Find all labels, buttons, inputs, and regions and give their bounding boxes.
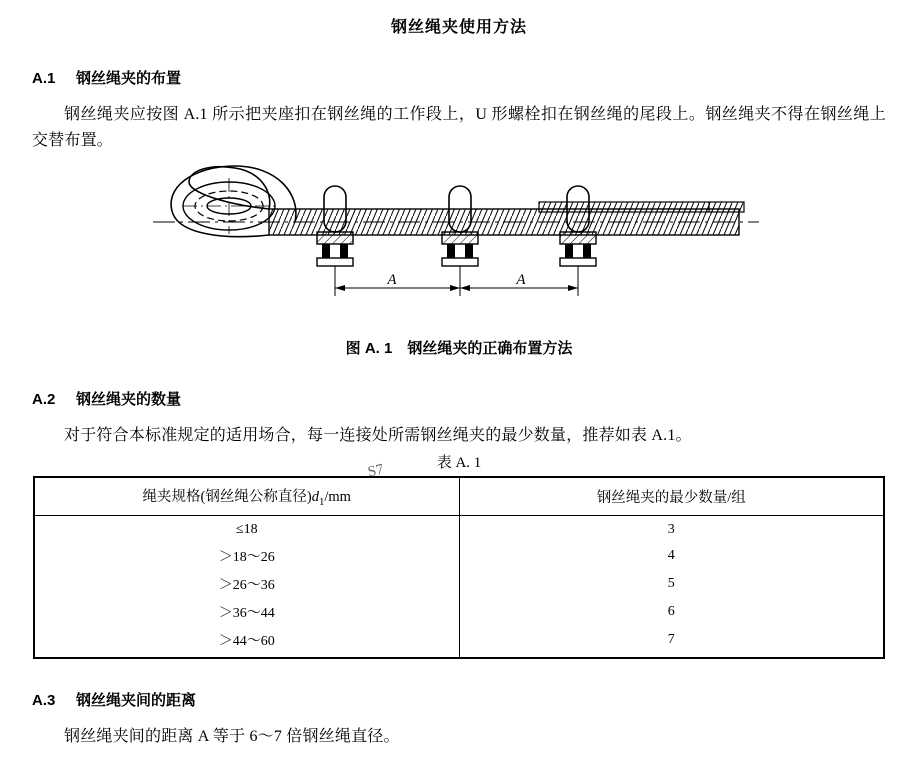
clause-a2-paragraph: 对于符合本标准规定的适用场合，每一连接处所需钢丝绳夹的最少数量，推荐如表 A.1。 bbox=[64, 426, 692, 444]
clause-a1-paragraph: 钢丝绳夹应按图 A.1 所示把夹座扣在钢丝绳的工作段上，U 形螺栓扣在钢丝绳的尾段上。钢丝绳夹不得在钢丝绳上交替布置。 bbox=[32, 106, 886, 149]
svg-text:A: A bbox=[387, 271, 397, 288]
table-header-row bbox=[34, 477, 884, 515]
figure-caption: 图 A. 1 钢丝绳夹的正确布置方法 bbox=[345, 339, 573, 357]
cell-spec: ＞44～60 bbox=[34, 626, 459, 658]
table-row bbox=[34, 570, 884, 598]
page-title: 钢丝绳夹使用方法 bbox=[390, 19, 527, 36]
table-header-spec: 绳夹规格(钢丝绳公称直径)$d_1/mm$ bbox=[34, 477, 459, 515]
cell-spec: ＞26～36 bbox=[34, 570, 459, 598]
table-header-count: 钢丝绳夹的最少数量/组 bbox=[459, 477, 884, 515]
cell-count: 3 bbox=[459, 515, 884, 542]
clause-title-a3: 钢丝绳夹间的距离 bbox=[76, 691, 197, 709]
clause-number-a2: A.2 bbox=[32, 390, 56, 408]
wire-rope-clip-diagram bbox=[149, 164, 769, 324]
svg-text:A: A bbox=[516, 271, 526, 288]
table-caption: 表 A. 1 bbox=[436, 454, 482, 471]
clause-number-a1: A.1 bbox=[32, 70, 56, 87]
cell-count: 7 bbox=[459, 626, 884, 658]
clause-heading-a1 bbox=[32, 67, 886, 88]
cell-count: 5 bbox=[459, 570, 884, 598]
table-row bbox=[34, 598, 884, 626]
cell-spec: ≤18 bbox=[34, 515, 459, 542]
cell-count: 6 bbox=[459, 598, 884, 626]
document-page bbox=[0, 14, 918, 768]
handwritten-annotation: S7 bbox=[366, 461, 386, 481]
clause-number-a3: A.3 bbox=[32, 691, 56, 709]
clause-heading-a2 bbox=[32, 388, 886, 409]
clause-heading-a3 bbox=[32, 689, 886, 710]
figure-a1 bbox=[32, 164, 886, 329]
cell-spec: ＞36～44 bbox=[34, 598, 459, 626]
table-row bbox=[34, 515, 884, 542]
table-row bbox=[34, 542, 884, 570]
clause-a3-paragraph: 钢丝绳夹间的距离 A 等于 6～7 倍钢丝绳直径。 bbox=[64, 727, 400, 745]
clause-title-a1: 钢丝绳夹的布置 bbox=[76, 70, 182, 87]
table-row bbox=[34, 626, 884, 658]
cell-spec: ＞18～26 bbox=[34, 542, 459, 570]
cell-count: 4 bbox=[459, 542, 884, 570]
clause-title-a2: 钢丝绳夹的数量 bbox=[76, 390, 182, 408]
clip-quantity-table bbox=[33, 476, 885, 659]
